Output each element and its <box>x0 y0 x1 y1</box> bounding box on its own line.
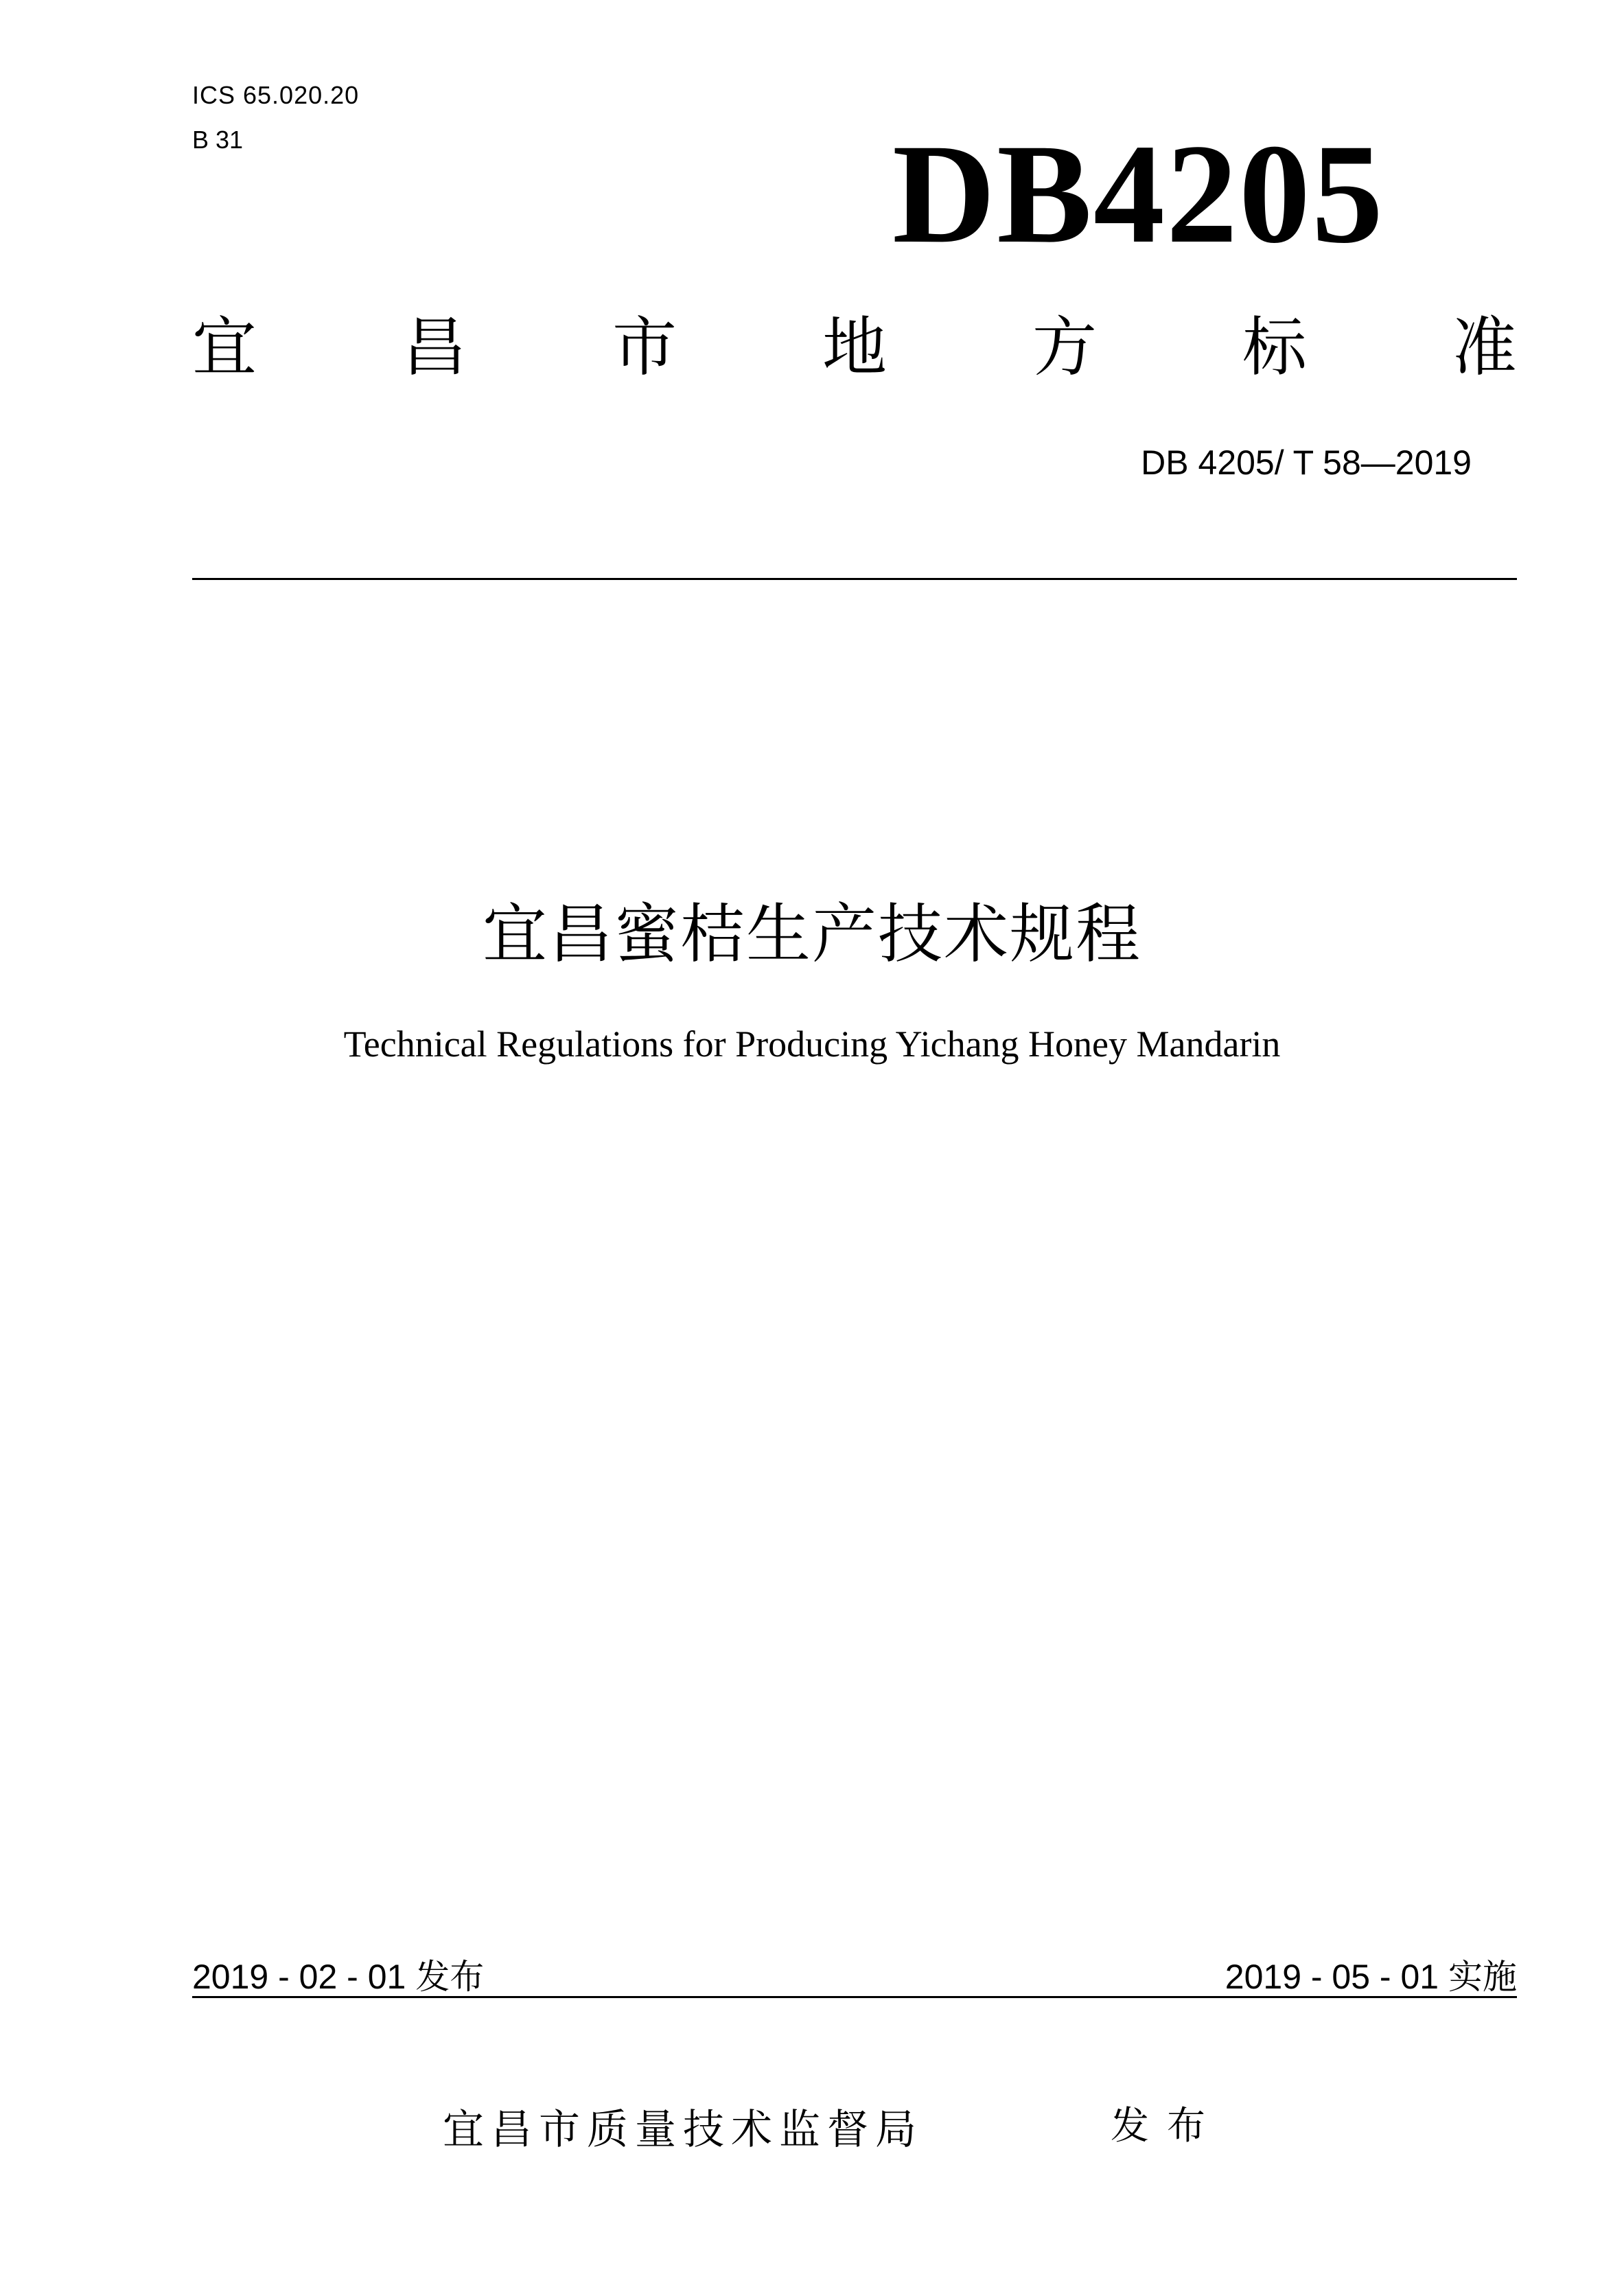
standard-kind-char: 宜 <box>192 310 257 385</box>
standard-number: DB 4205/ T 58—2019 <box>1141 443 1472 482</box>
implementation-date: 2019 - 05 - 01 实施 <box>1225 1958 1517 1996</box>
header-divider <box>192 578 1517 580</box>
footer-divider <box>192 1996 1517 1998</box>
document-title-english: Technical Regulations for Producing Yichang Honey Mandarin <box>343 1023 1281 1065</box>
standard-kind-char: 昌 <box>402 310 467 385</box>
ics-code: ICS 65.020.20 <box>192 81 360 109</box>
issuing-authority: 宜昌市质量技术监督局 <box>443 2106 923 2154</box>
standard-kind-char: 标 <box>1242 310 1307 385</box>
standard-kind-heading <box>192 310 1517 385</box>
issue-date: 2019 - 02 - 01 发布 <box>192 1958 485 1996</box>
standard-code-heading: DB4205 <box>892 115 1384 272</box>
document-title-chinese: 宜昌蜜桔生产技术规程 <box>482 897 1141 972</box>
standard-kind-char: 市 <box>612 310 677 385</box>
standard-kind-char: 方 <box>1032 310 1097 385</box>
standard-kind-char: 地 <box>822 310 887 385</box>
ccs-code: B 31 <box>192 126 244 154</box>
issuing-action: 发布 <box>1111 2104 1223 2148</box>
standard-kind-char: 准 <box>1452 310 1517 385</box>
